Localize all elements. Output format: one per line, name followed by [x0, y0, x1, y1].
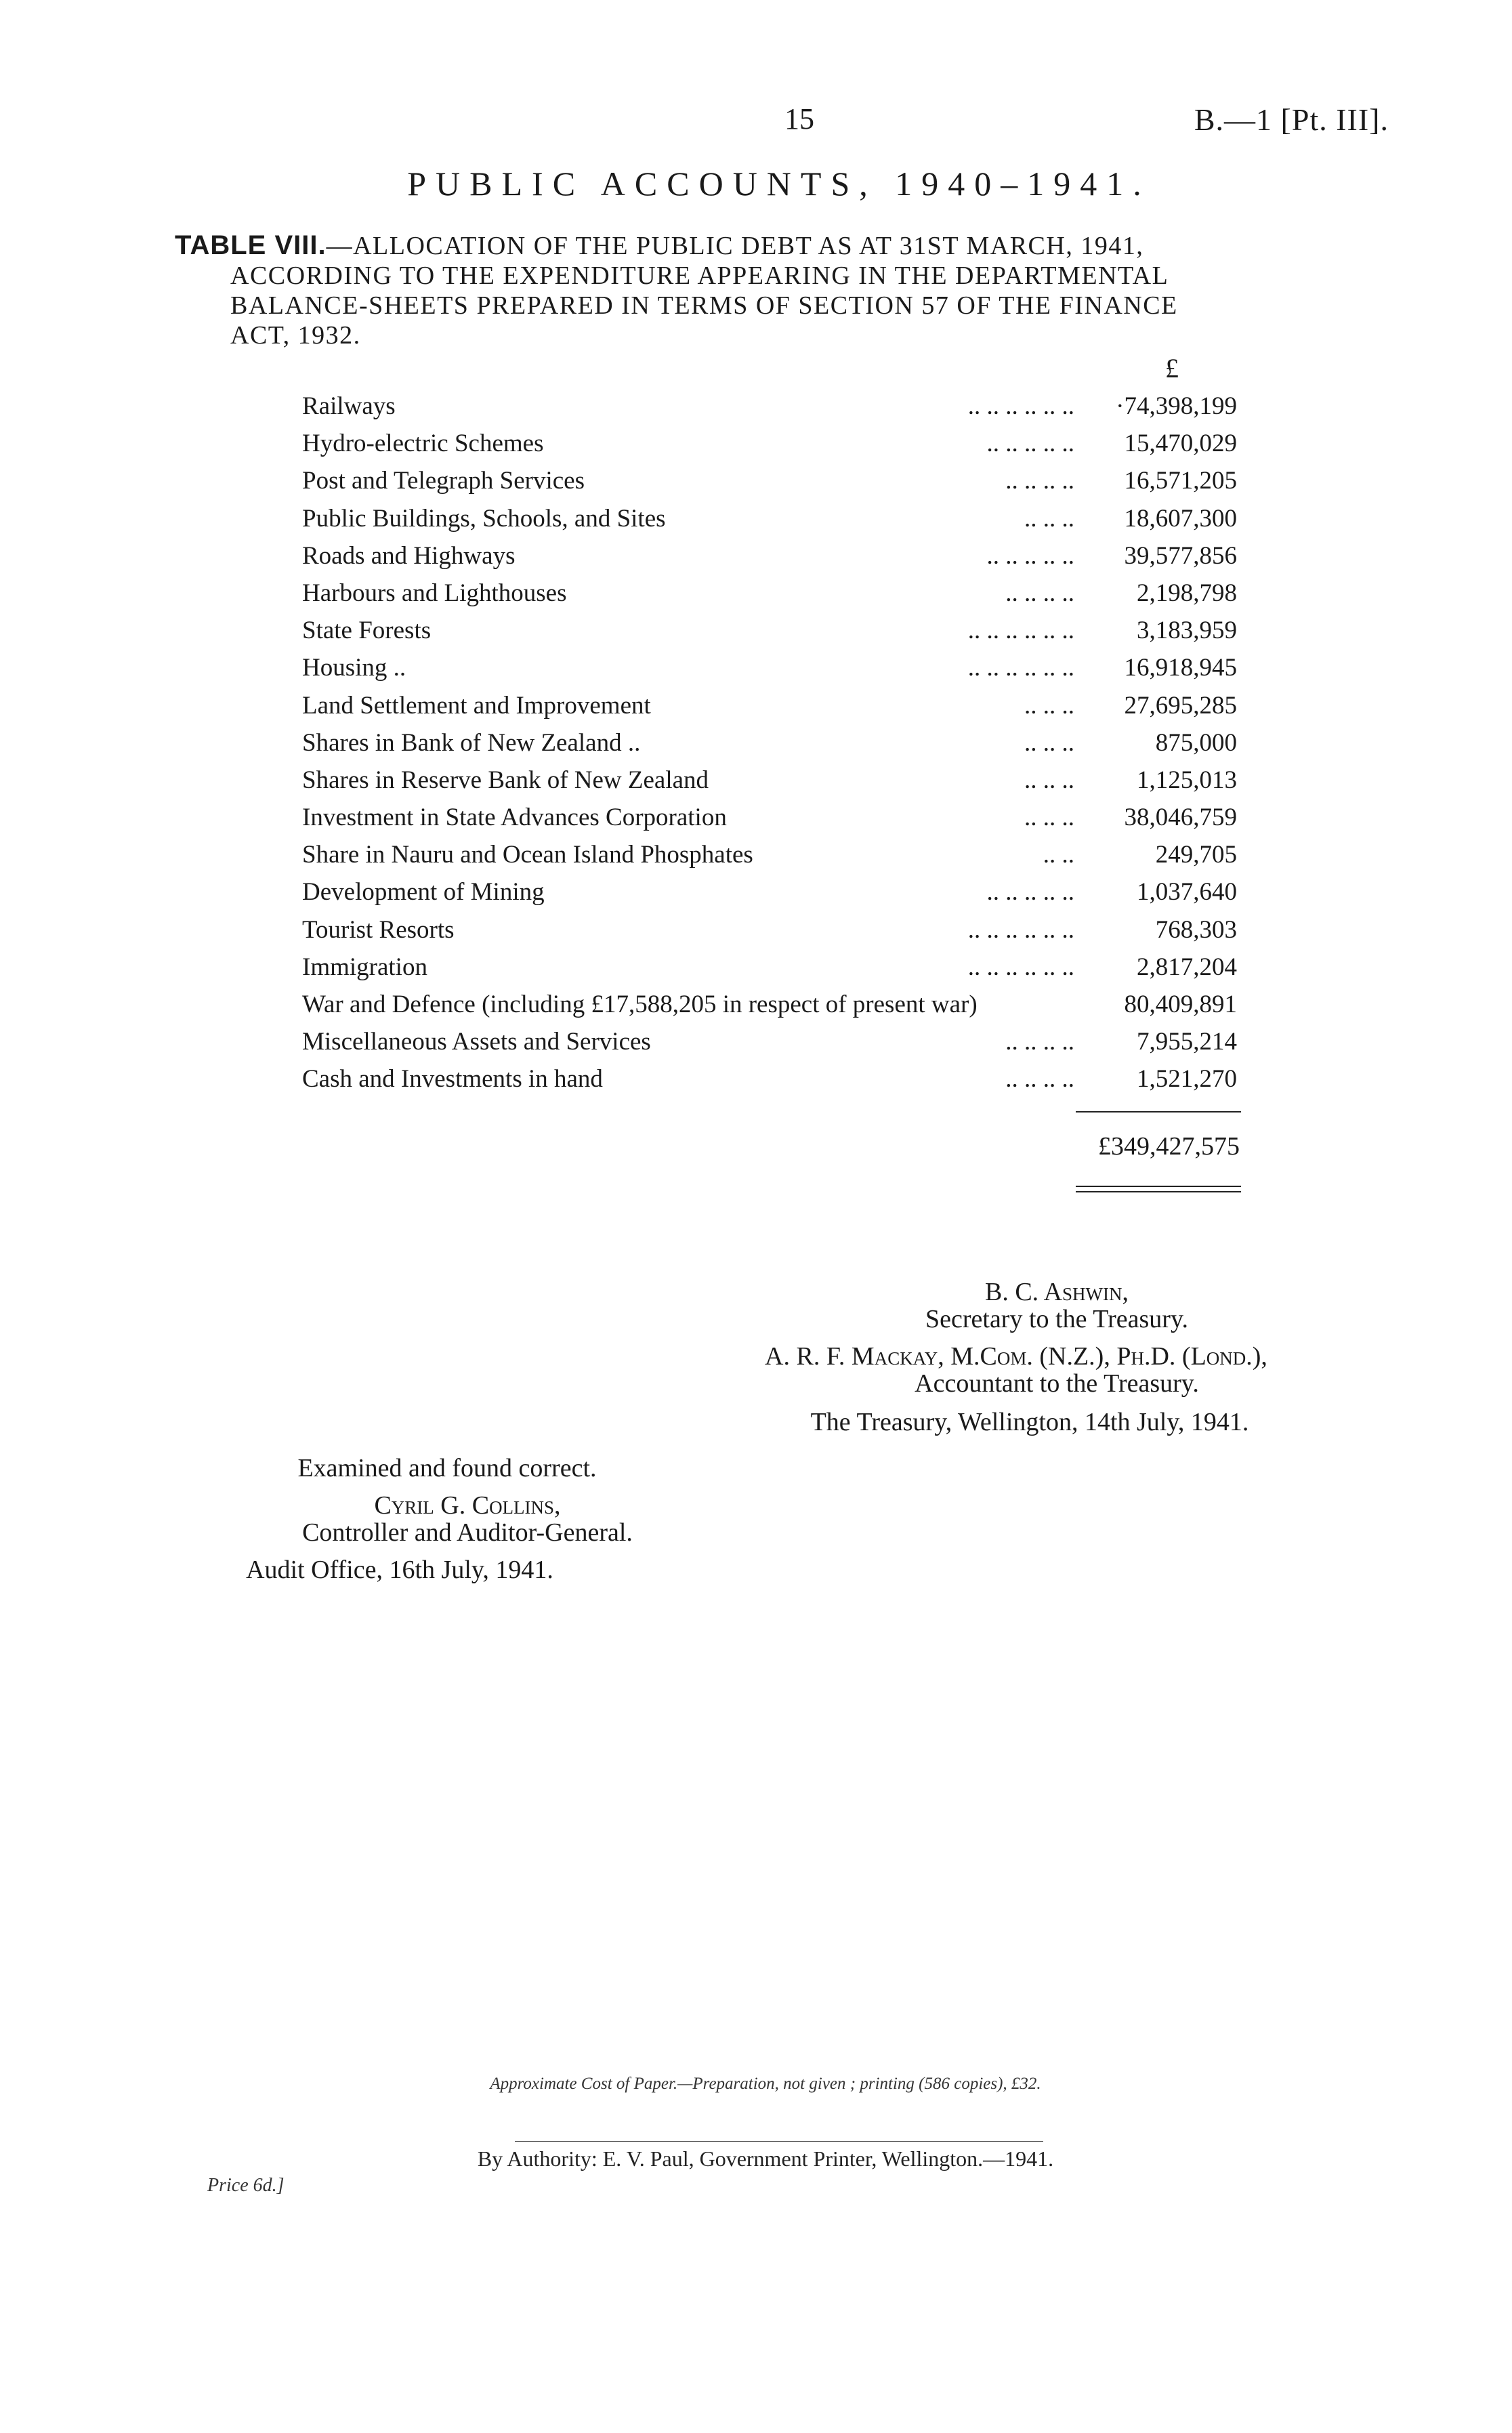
- table-row: [302, 649, 1251, 686]
- printer-authority: By Authority: E. V. Paul, Government Printer, Wellington.—1941.: [477, 2146, 1054, 2171]
- footer-rule: [515, 2141, 1043, 2142]
- row-label: Investment in State Advances Corporation: [302, 804, 727, 832]
- row-value: 1,521,270: [1137, 1065, 1237, 1094]
- table-row: [302, 575, 1251, 612]
- table-heading-line-4: ACT, 1932.: [230, 321, 361, 350]
- table-heading-line-1: —ALLOCATION OF THE PUBLIC DEBT AS AT 31ST MARCH, 1941,: [326, 232, 1144, 260]
- table-heading: [175, 230, 1326, 350]
- table-row: [302, 500, 1251, 537]
- row-label: Shares in Bank of New Zealand ..: [302, 728, 641, 757]
- row-label: Roads and Highways: [302, 541, 516, 570]
- row-value: 3,183,959: [1137, 617, 1237, 645]
- row-label: Hydro-electric Schemes: [302, 430, 544, 458]
- row-leader-dots: .. .. .. .. .. ..: [967, 617, 1074, 645]
- total-double-rule-bottom: [1076, 1191, 1241, 1192]
- row-leader-dots: .. .. ..: [1024, 804, 1074, 832]
- table-row: [302, 537, 1251, 575]
- row-label: Post and Telegraph Services: [302, 467, 585, 495]
- row-label: Miscellaneous Assets and Services: [302, 1028, 651, 1056]
- row-label: Harbours and Lighthouses: [302, 579, 567, 607]
- row-value: ·74,398,199: [1116, 392, 1237, 420]
- row-leader-dots: .. .. .. .. ..: [986, 878, 1074, 907]
- row-value: 768,303: [1155, 915, 1237, 944]
- row-leader-dots: .. ..: [1043, 841, 1074, 869]
- table-row: [302, 388, 1251, 425]
- table-row: [302, 425, 1251, 462]
- row-value: 2,817,204: [1137, 953, 1237, 981]
- page-title: PUBLIC ACCOUNTS, 1940–1941.: [407, 165, 1151, 203]
- table-row: [302, 724, 1251, 762]
- row-value: 80,409,891: [1124, 991, 1237, 1018]
- table-label: TABLE VIII.: [175, 230, 327, 260]
- row-label: Cash and Investments in hand: [302, 1065, 603, 1094]
- table-row: [302, 1023, 1251, 1060]
- row-value: 27,695,285: [1124, 691, 1237, 720]
- examined-statement: Examined and found correct.: [297, 1454, 597, 1482]
- row-leader-dots: .. .. .. .. ..: [986, 541, 1074, 570]
- row-label: Development of Mining: [302, 878, 545, 907]
- row-leader-dots: .. .. ..: [1024, 504, 1074, 533]
- table-row: [302, 762, 1251, 799]
- row-value: 875,000: [1155, 728, 1237, 757]
- row-label: Share in Nauru and Ocean Island Phosphates: [302, 841, 753, 869]
- page-reference: B.—1 [Pt. III].: [1194, 102, 1389, 137]
- collins-title: Controller and Auditor-General.: [302, 1518, 633, 1547]
- row-leader-dots: .. .. .. .. .. ..: [967, 915, 1074, 944]
- table-row: [302, 911, 1251, 949]
- row-leader-dots: .. .. .. ..: [1005, 1028, 1074, 1056]
- row-label: Public Buildings, Schools, and Sites: [302, 504, 666, 533]
- currency-symbol: £: [1165, 353, 1179, 383]
- row-value: 38,046,759: [1124, 804, 1237, 832]
- row-leader-dots: .. .. .. .. .. ..: [967, 654, 1074, 682]
- row-value: 18,607,300: [1124, 504, 1237, 533]
- row-leader-dots: .. .. .. ..: [1005, 579, 1074, 607]
- mackay-name: A. R. F. Mackay, M.Com. (N.Z.), Ph.D. (Lond.),: [765, 1342, 1267, 1371]
- table-row: [302, 949, 1251, 986]
- row-value: 39,577,856: [1124, 541, 1237, 570]
- row-value: 16,918,945: [1124, 654, 1237, 682]
- cost-of-paper-note: Approximate Cost of Paper.—Preparation, not given ; printing (586 copies), £32.: [490, 2075, 1041, 2093]
- row-label: War and Defence (including £17,588,205 in respect of present war): [302, 991, 978, 1018]
- row-value: 15,470,029: [1124, 430, 1237, 458]
- row-value: 1,037,640: [1137, 878, 1237, 907]
- row-value: 16,571,205: [1124, 467, 1237, 495]
- table-row: [302, 873, 1251, 911]
- row-leader-dots: .. .. .. .. ..: [986, 430, 1074, 458]
- treasury-place-date: The Treasury, Wellington, 14th July, 1941.: [810, 1408, 1249, 1436]
- row-value: 2,198,798: [1137, 579, 1237, 607]
- collins-name: Cyril G. Collins,: [374, 1491, 561, 1520]
- table-row: [302, 836, 1251, 873]
- subtotal-rule: [1076, 1111, 1241, 1112]
- row-value: 7,955,214: [1137, 1028, 1237, 1056]
- row-label: Tourist Resorts: [302, 915, 455, 944]
- row-leader-dots: .. .. .. ..: [1005, 467, 1074, 495]
- page-number: 15: [784, 102, 814, 136]
- row-leader-dots: .. .. .. ..: [1005, 1065, 1074, 1094]
- table-row: [302, 612, 1251, 649]
- audit-office-place-date: Audit Office, 16th July, 1941.: [246, 1556, 553, 1584]
- ashwin-name: B. C. Ashwin,: [984, 1278, 1129, 1306]
- row-label: Housing ..: [302, 654, 406, 682]
- row-label: State Forests: [302, 617, 432, 645]
- price-note: Price 6d.]: [207, 2175, 285, 2196]
- table-row: [302, 799, 1251, 836]
- mackay-title: Accountant to the Treasury.: [915, 1369, 1199, 1398]
- table-heading-line-2: ACCORDING TO THE EXPENDITURE APPEARING IN THE DEPARTMENTAL: [230, 262, 1169, 290]
- table-heading-line-3: BALANCE-SHEETS PREPARED IN TERMS OF SECTION 57 OF THE FINANCE: [230, 291, 1178, 320]
- table-row: [302, 462, 1251, 499]
- table-row: [302, 986, 1251, 1023]
- table-row: [302, 687, 1251, 724]
- row-leader-dots: .. .. ..: [1024, 766, 1074, 794]
- row-leader-dots: .. .. ..: [1024, 691, 1074, 720]
- total-double-rule-top: [1076, 1186, 1241, 1187]
- ashwin-title: Secretary to the Treasury.: [925, 1305, 1188, 1333]
- row-label: Immigration: [302, 953, 427, 981]
- row-value: 1,125,013: [1137, 766, 1237, 794]
- row-label: Shares in Reserve Bank of New Zealand: [302, 766, 709, 794]
- row-value: 249,705: [1155, 841, 1237, 869]
- total-value: £349,427,575: [1098, 1132, 1240, 1161]
- row-label: Land Settlement and Improvement: [302, 691, 651, 720]
- row-label: Railways: [302, 392, 396, 420]
- table-row: [302, 1060, 1251, 1098]
- row-leader-dots: .. .. .. .. .. ..: [967, 392, 1074, 420]
- row-leader-dots: .. .. ..: [1024, 728, 1074, 757]
- row-leader-dots: .. .. .. .. .. ..: [967, 953, 1074, 981]
- debt-allocation-table: [302, 388, 1251, 1098]
